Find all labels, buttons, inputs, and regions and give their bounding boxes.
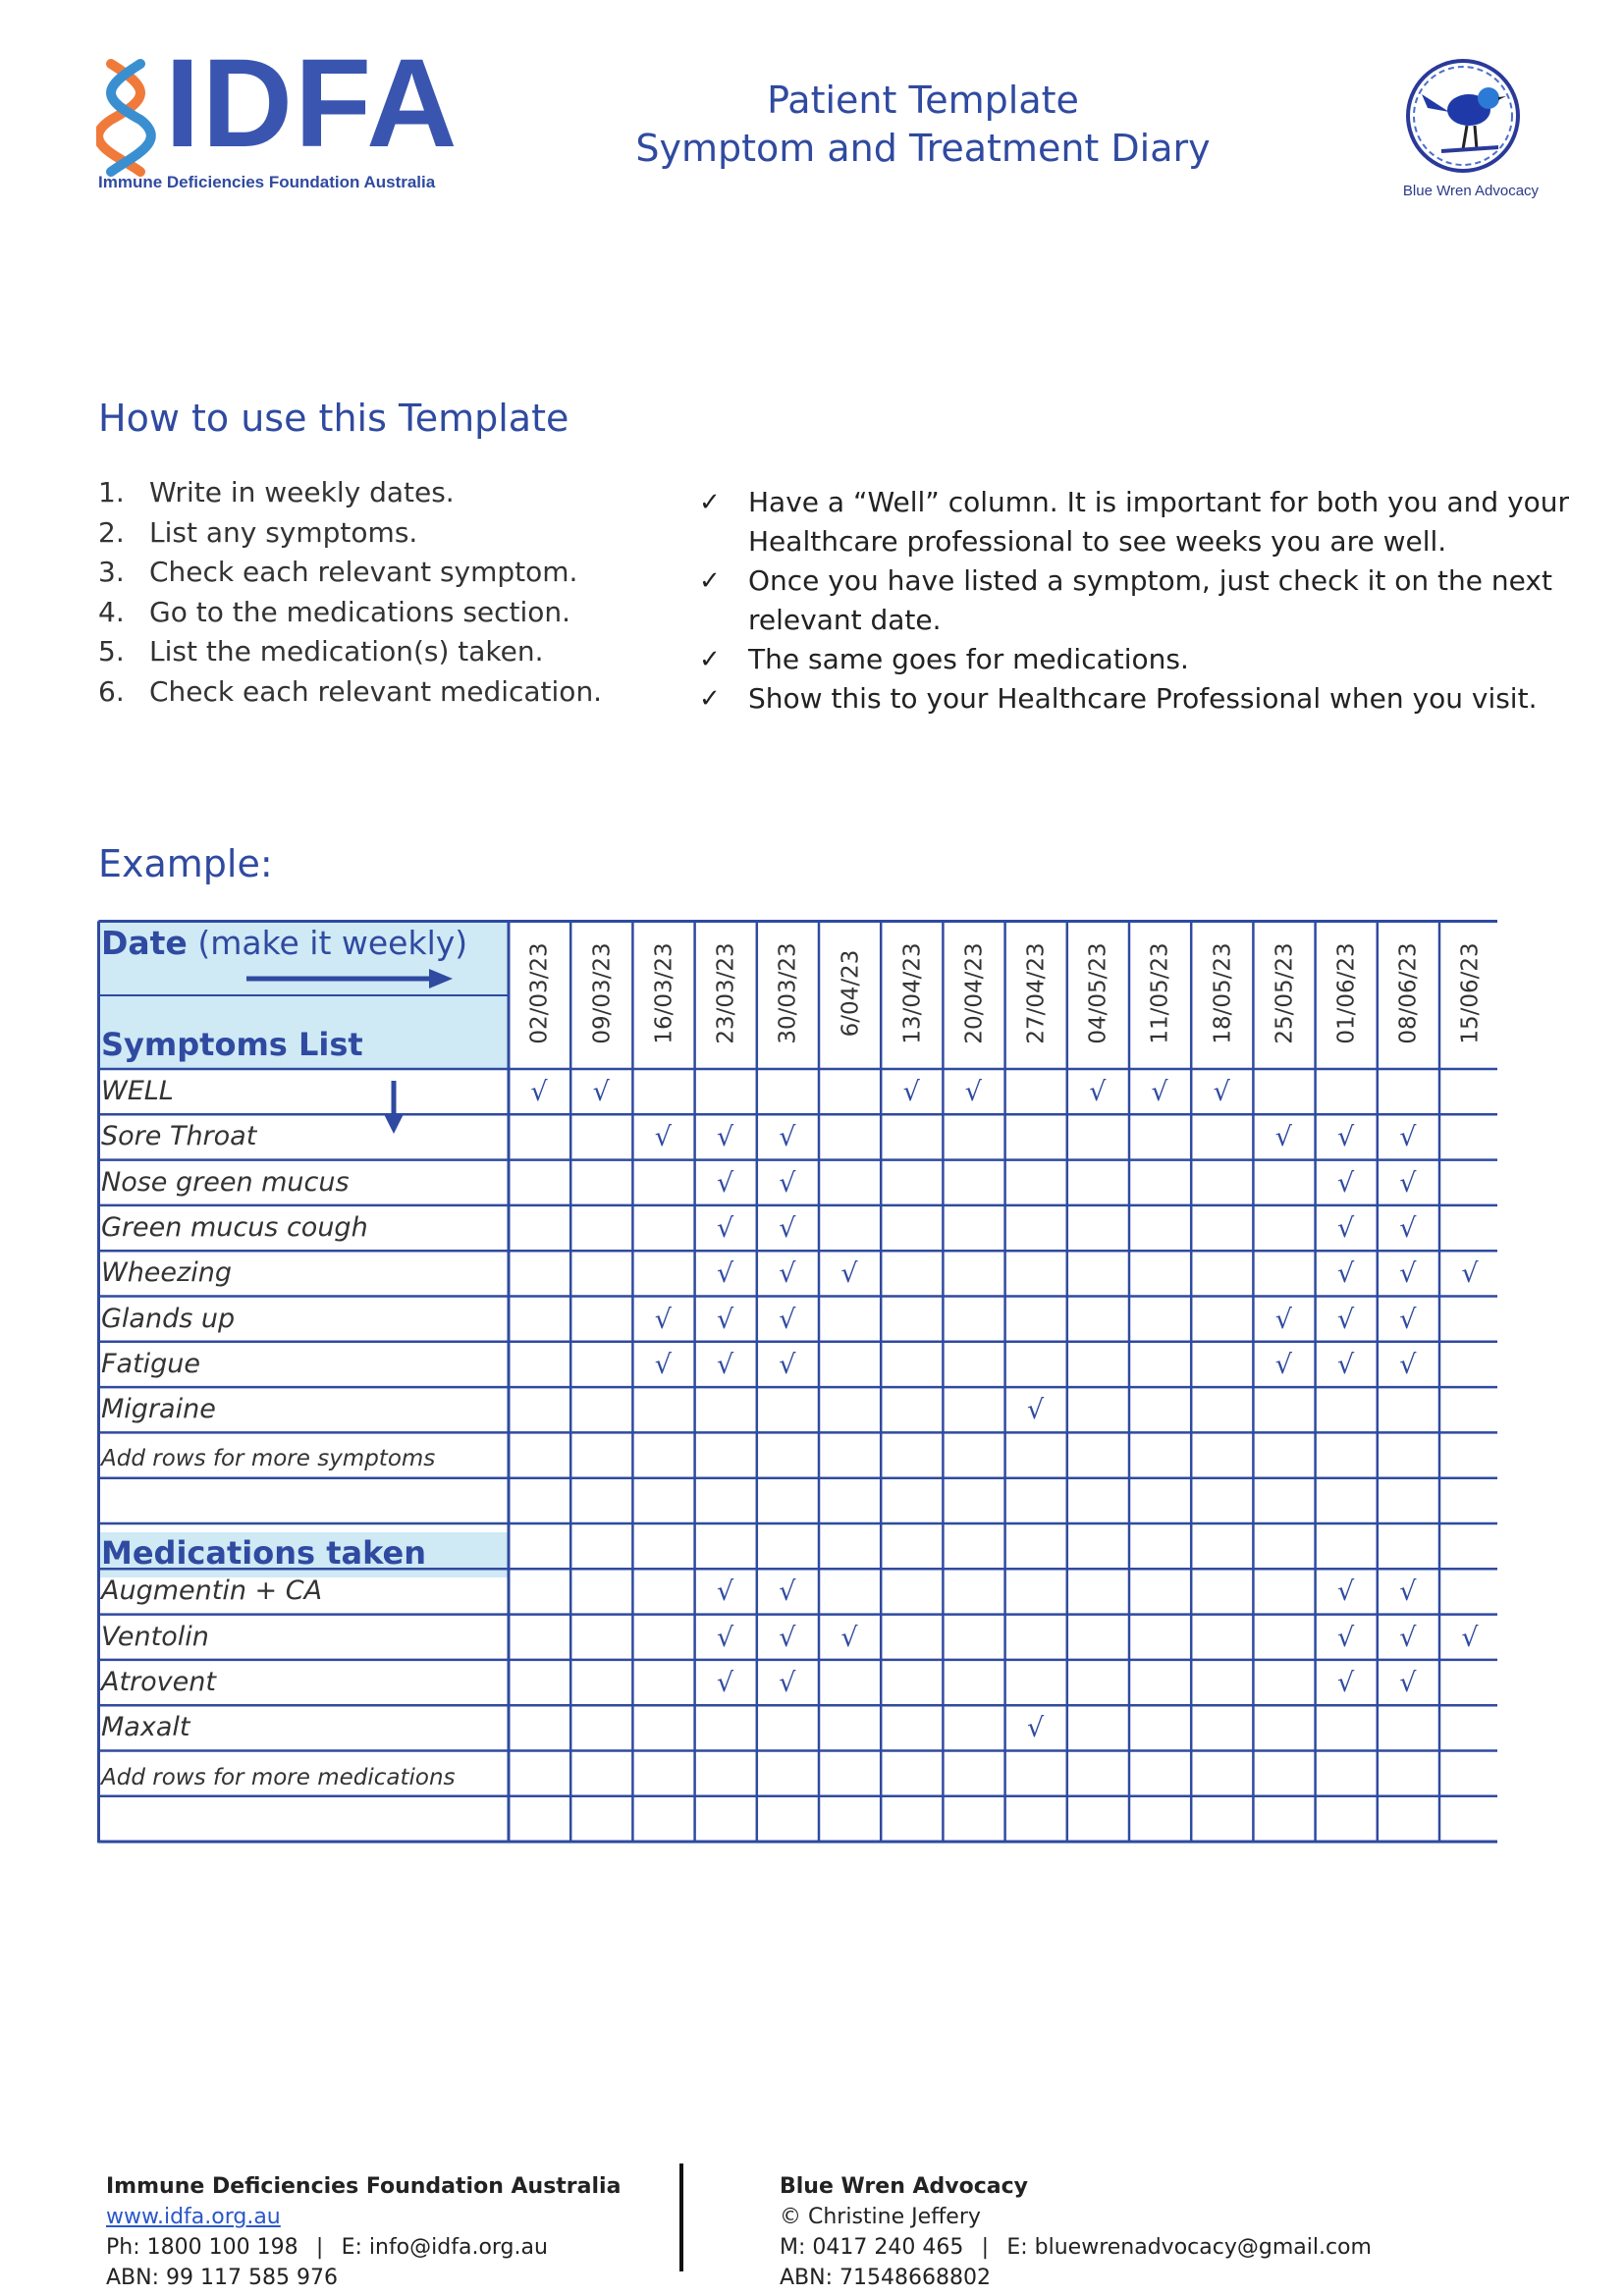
tip-text: Once you have listed a symptom, just check it on the next relevant date. <box>748 564 1552 636</box>
checkmark: √ <box>779 1167 796 1199</box>
date-label: 20/04/23 <box>961 942 988 1044</box>
tip-text: Show this to your Healthcare Professional when you visit. <box>748 682 1538 715</box>
row-label: Green mucus cough <box>101 1211 368 1243</box>
checkmark: √ <box>1336 1622 1355 1653</box>
checkmark: √ <box>1336 1212 1355 1244</box>
row-label: Ventolin <box>101 1621 209 1652</box>
checkmark-icon: ✓ <box>699 645 721 674</box>
howto-step <box>98 553 602 593</box>
checkmark: √ <box>1399 1212 1417 1244</box>
row-label: WELL <box>101 1076 174 1106</box>
checkmark-icon: ✓ <box>699 566 721 596</box>
checkmark: √ <box>1026 1395 1045 1426</box>
step-number: 5. <box>98 635 125 668</box>
date-label: 02/03/23 <box>527 942 553 1044</box>
footer-divider <box>679 2163 683 2271</box>
date-column-header <box>697 920 756 1067</box>
date-column-header <box>1380 920 1438 1067</box>
checkmark: √ <box>1399 1167 1417 1199</box>
checkmark: √ <box>1399 1667 1417 1698</box>
checkmark: √ <box>1089 1077 1107 1107</box>
checkmark: √ <box>1336 1122 1355 1153</box>
footer-idfa <box>106 2171 621 2293</box>
dna-helix-icon <box>96 59 165 177</box>
checkmark: √ <box>1336 1304 1355 1335</box>
howto-tip <box>695 640 1608 679</box>
row-label: Migraine <box>101 1394 216 1425</box>
checkmark: √ <box>592 1077 610 1107</box>
date-label: 23/03/23 <box>713 942 739 1044</box>
step-text: List any symptoms. <box>149 515 418 549</box>
checkmark: √ <box>716 1258 734 1290</box>
step-number: 3. <box>98 556 125 589</box>
bluewren-email: E: bluewrenadvocacy@gmail.com <box>1006 2235 1372 2260</box>
step-number: 2. <box>98 515 125 549</box>
checkmark: √ <box>716 1304 734 1335</box>
bluewren-mobile: M: 0417 240 465 <box>780 2235 964 2260</box>
date-column-header <box>1255 920 1314 1067</box>
blue-wren-logo <box>1382 51 1559 208</box>
date-label: 6/04/23 <box>838 949 864 1038</box>
date-column-header <box>1007 920 1066 1067</box>
checkmark: √ <box>530 1077 548 1107</box>
title-line-1: Patient Template <box>767 79 1079 122</box>
idfa-logo-text: IDFA <box>165 33 460 174</box>
step-number: 6. <box>98 674 125 708</box>
checkmark: √ <box>779 1622 796 1653</box>
date-header-label: Date <box>101 924 188 962</box>
howto-step <box>98 473 602 513</box>
checkmark: √ <box>964 1077 982 1107</box>
document-title <box>550 77 1296 173</box>
date-header-note: (make it weekly) <box>197 924 468 962</box>
add-rows-note: Add rows for more medications <box>101 1764 456 1790</box>
checkmark: √ <box>1461 1622 1479 1653</box>
title-line-2: Symptom and Treatment Diary <box>635 127 1211 170</box>
footer-separator: | <box>981 2235 990 2260</box>
date-label: 18/05/23 <box>1210 942 1236 1044</box>
date-column-header <box>634 920 693 1067</box>
checkmark: √ <box>1336 1576 1355 1608</box>
checkmark: √ <box>1151 1077 1168 1107</box>
idfa-tagline: Immune Deficiencies Foundation Australia <box>98 173 436 191</box>
checkmark: √ <box>1274 1122 1292 1153</box>
example-heading: Example: <box>98 842 273 885</box>
checkmark: √ <box>840 1622 858 1653</box>
checkmark: √ <box>654 1122 672 1153</box>
footer-bluewren-org: Blue Wren Advocacy <box>780 2174 1029 2199</box>
date-column-header <box>945 920 1003 1067</box>
date-column-header <box>1069 920 1128 1067</box>
checkmark: √ <box>1336 1349 1355 1380</box>
checkmark: √ <box>1274 1304 1292 1335</box>
date-column-header <box>1193 920 1252 1067</box>
checkmark: √ <box>840 1258 858 1290</box>
checkmark: √ <box>779 1122 796 1153</box>
howto-step <box>98 593 602 633</box>
bluewren-copyright: © Christine Jeffery <box>780 2205 981 2229</box>
date-column-header <box>1441 920 1500 1067</box>
idfa-website-link[interactable]: www.idfa.org.au <box>106 2205 281 2229</box>
symptoms-header: Symptoms List <box>101 1026 363 1063</box>
checkmark: √ <box>779 1258 796 1290</box>
date-column-header <box>1318 920 1377 1067</box>
howto-tip <box>695 561 1608 640</box>
checkmark: √ <box>779 1667 796 1698</box>
step-text: Go to the medications section. <box>149 595 571 628</box>
bluewren-abn: ABN: 71548668802 <box>780 2266 991 2290</box>
date-label: 13/04/23 <box>899 942 926 1044</box>
tip-text: Have a “Well” column. It is important for both you and your Healthcare professional to see weeks you are well. <box>748 486 1570 558</box>
checkmark: √ <box>779 1349 796 1380</box>
checkmark: √ <box>654 1304 672 1335</box>
footer-bluewren <box>780 2171 1372 2293</box>
date-label: 11/05/23 <box>1148 942 1173 1044</box>
checkmark: √ <box>716 1667 734 1698</box>
symptom-diary-table <box>97 920 1497 1849</box>
checkmark: √ <box>1399 1122 1417 1153</box>
checkmark: √ <box>716 1349 734 1380</box>
checkmark: √ <box>1461 1258 1479 1290</box>
checkmark: √ <box>779 1212 796 1244</box>
row-label: Atrovent <box>101 1666 216 1697</box>
checkmark-icon: ✓ <box>699 488 721 517</box>
idfa-abn: ABN: 99 117 585 976 <box>106 2266 338 2290</box>
date-label: 15/06/23 <box>1458 942 1484 1044</box>
howto-tips-list <box>695 483 1608 719</box>
blue-wren-label: Blue Wren Advocacy <box>1402 183 1540 199</box>
checkmark: √ <box>716 1122 734 1153</box>
date-column-header <box>759 920 818 1067</box>
checkmark: √ <box>1399 1258 1417 1290</box>
idfa-logo <box>96 33 469 202</box>
blue-wren-bird-icon <box>1382 51 1559 179</box>
row-label: Fatigue <box>101 1348 201 1379</box>
footer-separator: | <box>315 2235 324 2260</box>
step-text: Check each relevant medication. <box>149 674 603 708</box>
row-label: Augmentin + CA <box>101 1575 323 1607</box>
date-label: 04/05/23 <box>1085 942 1111 1044</box>
date-label: 09/03/23 <box>589 942 616 1044</box>
checkmark: √ <box>1399 1349 1417 1380</box>
checkmark: √ <box>654 1349 672 1380</box>
checkmark: √ <box>1399 1576 1417 1608</box>
step-text: Write in weekly dates. <box>149 476 455 508</box>
step-number: 1. <box>98 476 125 508</box>
date-label: 27/04/23 <box>1023 942 1050 1044</box>
date-label: 30/03/23 <box>775 942 801 1044</box>
howto-steps-list <box>98 473 602 713</box>
idfa-phone: Ph: 1800 100 198 <box>106 2235 298 2260</box>
idfa-email: E: info@idfa.org.au <box>341 2235 548 2260</box>
checkmark: √ <box>716 1167 734 1199</box>
howto-step <box>98 672 602 713</box>
row-label: Wheezing <box>101 1257 232 1289</box>
checkmark: √ <box>1026 1713 1045 1744</box>
row-label: Maxalt <box>101 1712 190 1743</box>
tip-text: The same goes for medications. <box>748 643 1189 675</box>
howto-heading: How to use this Template <box>98 397 569 440</box>
footer-idfa-org: Immune Deficiencies Foundation Australia <box>106 2174 622 2199</box>
howto-step <box>98 632 602 672</box>
checkmark: √ <box>1336 1167 1355 1199</box>
step-text: List the medication(s) taken. <box>149 635 544 668</box>
checkmark: √ <box>902 1077 920 1107</box>
howto-step <box>98 513 602 554</box>
step-text: Check each relevant symptom. <box>149 556 578 589</box>
checkmark: √ <box>1336 1258 1355 1290</box>
checkmark: √ <box>1274 1349 1292 1380</box>
checkmark: √ <box>716 1212 734 1244</box>
checkmark: √ <box>1399 1304 1417 1335</box>
date-column-header <box>572 920 631 1067</box>
date-label: 08/06/23 <box>1395 942 1422 1044</box>
checkmark: √ <box>1213 1077 1230 1107</box>
date-label: 16/03/23 <box>651 942 677 1044</box>
date-column-header <box>821 920 880 1067</box>
checkmark: √ <box>716 1576 734 1608</box>
howto-tip <box>695 483 1608 561</box>
date-label: 25/05/23 <box>1272 942 1298 1044</box>
checkmark: √ <box>779 1576 796 1608</box>
row-label: Sore Throat <box>101 1121 257 1152</box>
date-column-header <box>511 920 569 1067</box>
row-label: Nose green mucus <box>101 1166 350 1198</box>
date-column-header <box>883 920 942 1067</box>
howto-tip <box>695 679 1608 719</box>
checkmark: √ <box>1336 1667 1355 1698</box>
checkmark: √ <box>1399 1622 1417 1653</box>
checkmark-icon: ✓ <box>699 684 721 714</box>
date-column-header <box>1131 920 1190 1067</box>
checkmark: √ <box>716 1622 734 1653</box>
add-rows-note: Add rows for more symptoms <box>101 1446 436 1472</box>
step-number: 4. <box>98 595 125 628</box>
row-label: Glands up <box>101 1303 236 1334</box>
date-label: 01/06/23 <box>1333 942 1360 1044</box>
checkmark: √ <box>779 1304 796 1335</box>
medications-header: Medications taken <box>101 1534 426 1572</box>
